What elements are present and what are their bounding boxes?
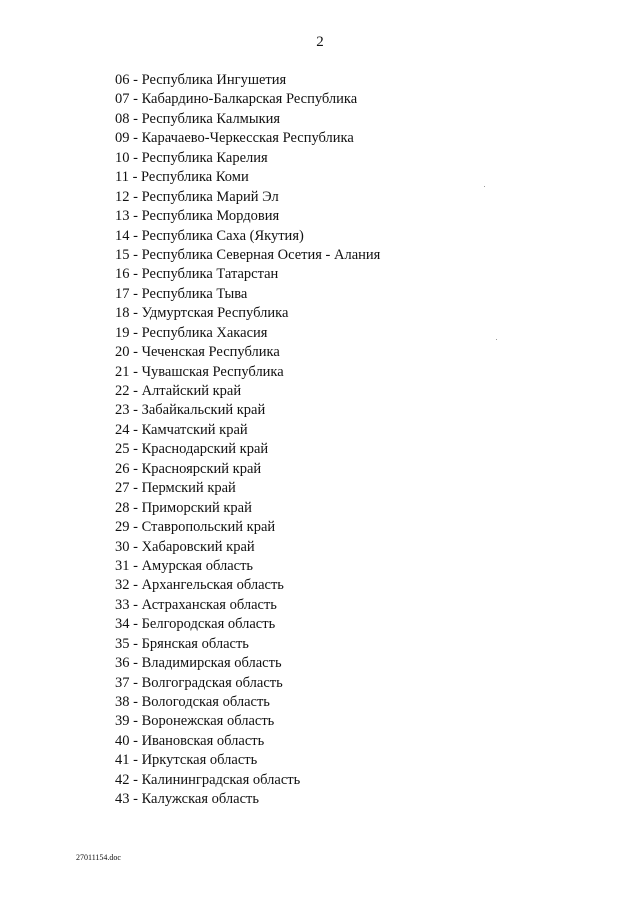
scan-speck xyxy=(496,339,497,340)
list-item: 12 - Республика Марий Эл xyxy=(115,188,279,205)
list-item: 19 - Республика Хакасия xyxy=(115,324,268,341)
list-item: 41 - Иркутская область xyxy=(115,752,258,769)
list-item: 25 - Краснодарский край xyxy=(115,441,269,458)
list-item: 31 - Амурская область xyxy=(115,557,254,574)
list-item: 43 - Калужская область xyxy=(115,791,259,808)
list-item: 29 - Ставропольский край xyxy=(115,519,276,536)
list-item: 06 - Республика Ингушетия xyxy=(115,72,287,88)
list-item: 30 - Хабаровский край xyxy=(115,538,255,555)
footer-filename: 27011154.doc xyxy=(76,853,121,862)
list-item: 33 - Астраханская область xyxy=(115,596,277,613)
list-item: 42 - Калининградская область xyxy=(115,771,301,788)
list-item: 34 - Белгородская область xyxy=(115,616,276,633)
list-item: 14 - Республика Саха (Якутия) xyxy=(115,227,304,244)
list-item: 10 - Республика Карелия xyxy=(115,149,268,166)
list-item: 36 - Владимирская область xyxy=(115,655,282,672)
list-item: 24 - Камчатский край xyxy=(115,421,248,438)
list-item: 16 - Республика Татарстан xyxy=(115,266,279,283)
list-item: 23 - Забайкальский край xyxy=(115,402,266,419)
list-item: 21 - Чувашская Республика xyxy=(115,363,284,380)
list-item: 09 - Карачаево-Черкесская Республика xyxy=(115,130,354,147)
page-number: 2 xyxy=(316,34,324,50)
scan-speck xyxy=(484,186,485,187)
region-list xyxy=(115,71,380,810)
list-item: 11 - Республика Коми xyxy=(115,169,249,186)
list-item: 08 - Республика Калмыкия xyxy=(115,110,281,127)
list-item: 15 - Республика Северная Осетия - Алания xyxy=(115,246,381,263)
list-item: 38 - Вологодская область xyxy=(115,694,270,710)
list-item: 27 - Пермский край xyxy=(115,480,236,497)
list-item: 18 - Удмуртская Республика xyxy=(115,305,289,322)
list-item: 17 - Республика Тыва xyxy=(115,285,248,302)
list-item: 35 - Брянская область xyxy=(115,635,249,652)
list-item: 26 - Красноярский край xyxy=(115,460,262,477)
list-item: 13 - Республика Мордовия xyxy=(115,208,280,225)
list-item: 20 - Чеченская Республика xyxy=(115,344,280,361)
list-item: 28 - Приморский край xyxy=(115,499,252,516)
list-item: 40 - Ивановская область xyxy=(115,732,265,749)
list-item: 22 - Алтайский край xyxy=(115,383,242,399)
list-item: 32 - Архангельская область xyxy=(115,577,284,594)
list-item: 37 - Волгоградская область xyxy=(115,674,283,691)
list-item: 07 - Кабардино-Балкарская Республика xyxy=(115,91,358,108)
list-item: 39 - Воронежская область xyxy=(115,713,275,730)
